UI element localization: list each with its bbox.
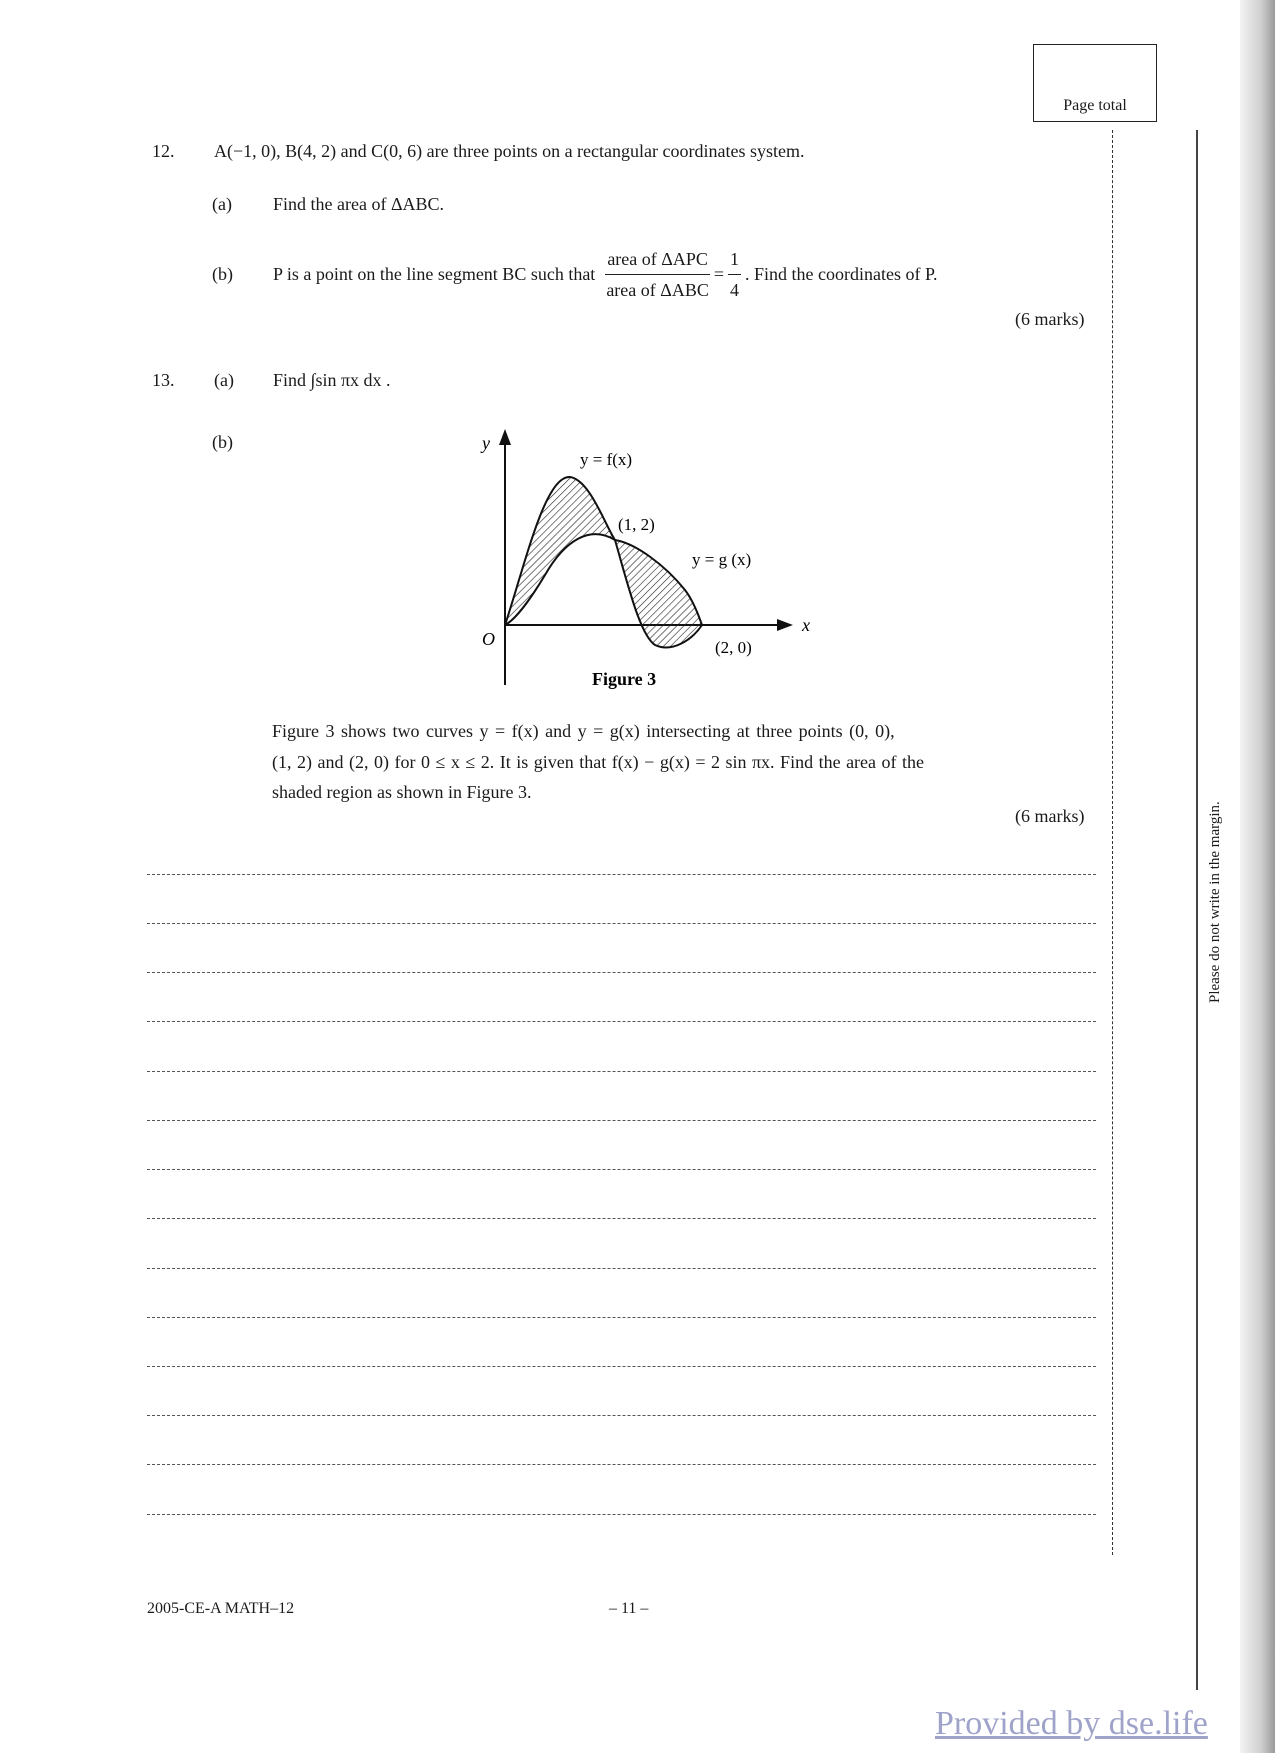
figure-f-label: y = f(x)	[580, 450, 633, 469]
q13-a-label: (a)	[214, 370, 234, 390]
footer-paper-code: 2005-CE-A MATH–12	[147, 1600, 295, 1617]
answer-line[interactable]	[147, 874, 1096, 875]
page-total-label: Page total	[1063, 97, 1127, 114]
margin-boundary-dashed	[1112, 130, 1113, 1555]
page-total-box	[1033, 44, 1157, 122]
q12-a-text: Find the area of ΔABC.	[273, 194, 445, 214]
answer-line[interactable]	[147, 1218, 1096, 1219]
figure-caption: Figure 3	[592, 669, 657, 689]
q13-marks: (6 marks)	[1015, 806, 1085, 826]
y-axis-arrow-icon	[499, 429, 511, 445]
answer-line[interactable]	[147, 1169, 1096, 1170]
q12-b-label: (b)	[212, 264, 233, 284]
figure-origin-label: O	[482, 629, 495, 649]
q12-b-fraction	[605, 245, 710, 304]
q12-b-rhs-num: 1	[728, 245, 741, 275]
q13-body-line1: Figure 3 shows two curves y = f(x) and y = g(x) intersecting at three points (0, 0),	[272, 721, 895, 741]
answer-line[interactable]	[147, 1268, 1096, 1269]
q12-b-frac-den: area of ΔABC	[606, 279, 709, 300]
answer-line[interactable]	[147, 1464, 1096, 1465]
q12-a-label: (a)	[212, 194, 232, 214]
answer-line[interactable]	[147, 1415, 1096, 1416]
answer-line[interactable]	[147, 1317, 1096, 1318]
q12-b-post: . Find the coordinates of P.	[745, 264, 938, 284]
figure-point-2-0: (2, 0)	[715, 638, 752, 657]
q12-marks: (6 marks)	[1015, 309, 1085, 329]
q13-body-line3: shaded region as shown in Figure 3.	[272, 782, 532, 802]
q13-number: 13.	[152, 370, 175, 390]
q12-b-rhs-den: 4	[730, 279, 740, 300]
figure-x-label: x	[802, 615, 810, 635]
q12-b-eq: =	[713, 264, 725, 284]
answer-line[interactable]	[147, 923, 1096, 924]
scan-edge-shadow	[1240, 0, 1275, 1753]
q13-body-line2: (1, 2) and (2, 0) for 0 ≤ x ≤ 2. It is given that f(x) − g(x) = 2 sin πx. Find the area of the	[272, 752, 925, 772]
q13-a-text: Find ∫sin πx dx .	[273, 370, 391, 390]
margin-boundary-solid	[1196, 130, 1198, 1690]
answer-line[interactable]	[147, 1366, 1096, 1367]
shaded-region-left	[505, 477, 615, 625]
q12-b-text	[273, 246, 938, 302]
q12-b-rhs-fraction	[728, 245, 741, 304]
q12-number: 12.	[152, 141, 175, 161]
q12-b-frac-num: area of ΔAPC	[605, 245, 710, 275]
answer-line[interactable]	[147, 1071, 1096, 1072]
q12-stem: A(−1, 0), B(4, 2) and C(0, 6) are three points on a rectangular coordinates system.	[214, 141, 805, 161]
q12-b-pre: P is a point on the line segment BC such that	[273, 264, 596, 284]
answer-line[interactable]	[147, 1514, 1096, 1515]
figure-point-1-2: (1, 2)	[618, 515, 655, 534]
answer-line[interactable]	[147, 1021, 1096, 1022]
q13-b-label: (b)	[212, 432, 233, 452]
watermark-link[interactable]: Provided by dse.life	[935, 1705, 1208, 1742]
answer-line[interactable]	[147, 972, 1096, 973]
shaded-region-right	[615, 540, 702, 647]
x-axis-arrow-icon	[777, 619, 793, 631]
margin-note: Please do not write in the margin.	[1207, 801, 1223, 1003]
figure-3	[460, 425, 820, 695]
answer-line[interactable]	[147, 1120, 1096, 1121]
figure-y-label: y	[482, 433, 490, 453]
footer-page-number: – 11 –	[609, 1600, 649, 1617]
figure-g-label: y = g (x)	[692, 550, 752, 569]
